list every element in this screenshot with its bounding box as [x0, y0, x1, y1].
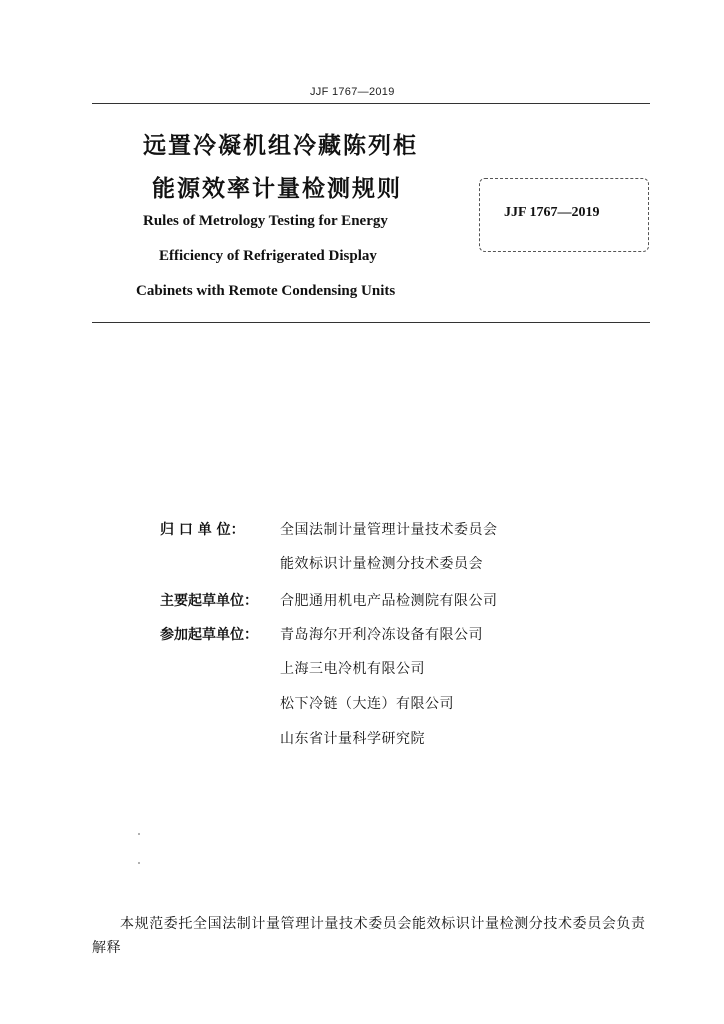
- main-drafter-label: 主要起草单位：: [160, 593, 258, 609]
- header-standard-code: JJF 1767—2019: [310, 86, 395, 98]
- responsible-unit-label: 归 口 单 位：: [160, 522, 245, 538]
- scan-speck: [138, 833, 140, 835]
- scan-speck: [138, 862, 140, 864]
- participating-unit-3: 松下冷链（大连）有限公司: [280, 696, 454, 712]
- standard-code-box-text: JJF 1767—2019: [504, 205, 600, 220]
- title-chinese-line-1: 远置冷凝机组冷藏陈列柜: [143, 133, 418, 159]
- participating-unit-2: 上海三电冷机有限公司: [280, 661, 425, 677]
- title-english-line-3: Cabinets with Remote Condensing Units: [136, 283, 396, 299]
- title-english-line-1: Rules of Metrology Testing for Energy: [143, 213, 388, 229]
- interpretation-note: 本规范委托全国法制计量管理计量技术委员会能效标识计量检测分技术委员会负责解释: [92, 916, 646, 956]
- participating-drafter-label: 参加起草单位：: [160, 627, 258, 643]
- participating-unit-1: 青岛海尔开利冷冻设备有限公司: [280, 627, 483, 643]
- top-rule: [92, 103, 650, 104]
- standard-code-box: [479, 178, 649, 252]
- responsible-unit-1: 全国法制计量管理计量技术委员会: [280, 522, 498, 538]
- participating-unit-4: 山东省计量科学研究院: [280, 731, 425, 747]
- title-chinese-line-2: 能源效率计量检测规则: [152, 176, 402, 202]
- responsible-unit-2: 能效标识计量检测分技术委员会: [280, 556, 483, 572]
- bottom-rule: [92, 322, 650, 323]
- main-drafter-unit: 合肥通用机电产品检测院有限公司: [280, 593, 498, 609]
- title-english-line-2: Efficiency of Refrigerated Display: [159, 248, 377, 264]
